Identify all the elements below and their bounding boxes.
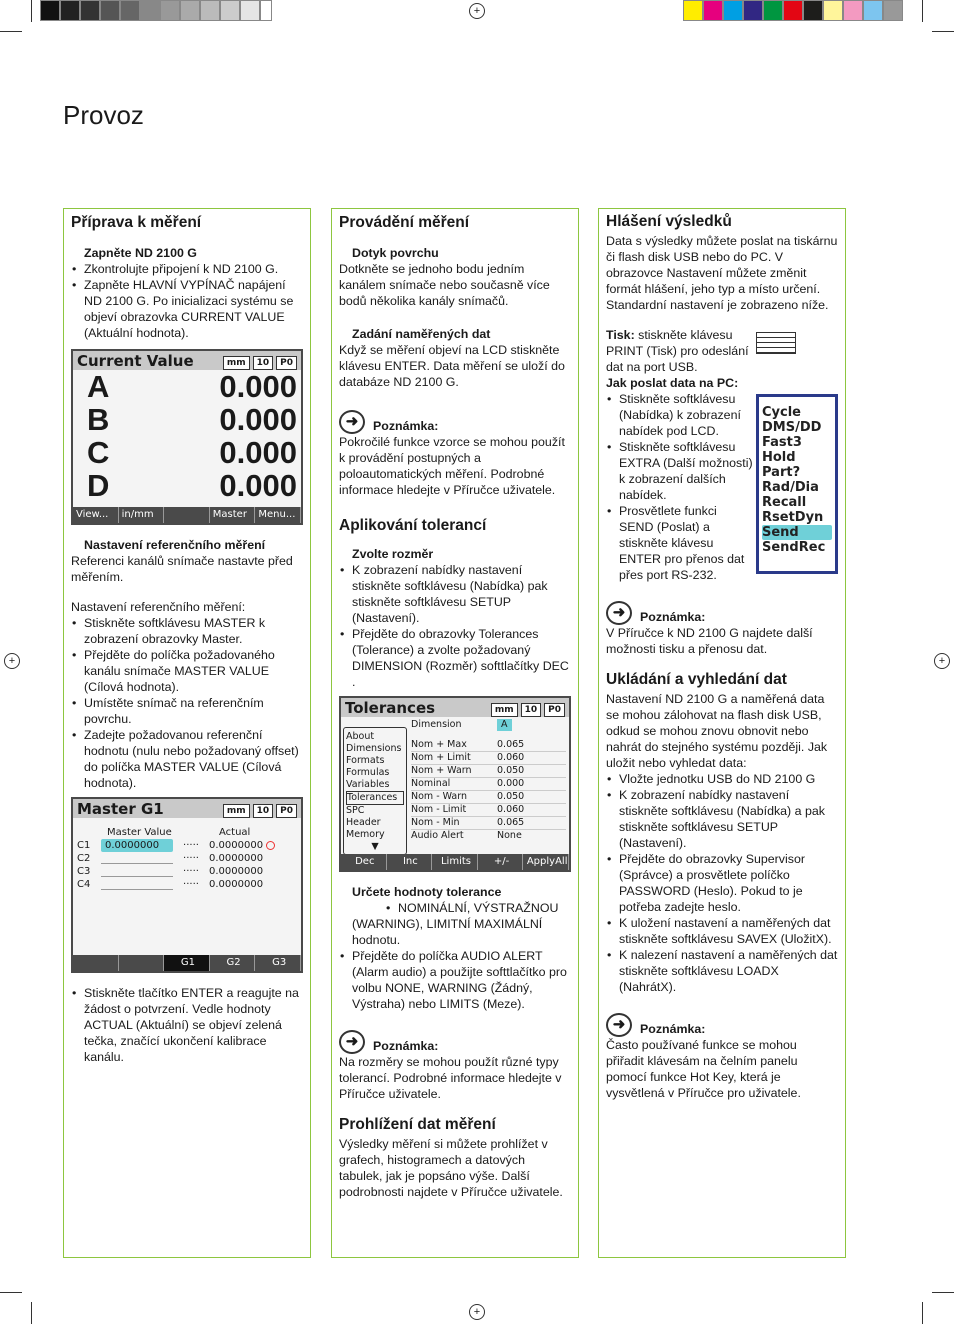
list-item: • Přejděte do políčka AUDIO ALERT (Alarm audio) a použijte softtlačítko pro volbu NONE, WARNING (Žádný, Výstraha) nebo LIMITS (Meze). [339,948,571,1012]
table-row: C3 ····· 0.0000000 [77,866,264,877]
paragraph: Na rozměry se mohou použít různé typy tolerancí. Podrobné informace hledejte v Příručce uživatele. [339,1055,562,1101]
paragraph: Často používané funkce se mohou přiřadit klávesám na čelním panelu pomocí funkce Hot Key, která je vysvětlená v Příručce pro uživatele. [606,1038,801,1100]
list-item: • Vložte jednotku USB do ND 2100 G [606,771,838,787]
paragraph: Tisk: stiskněte klávesu PRINT (Tisk) pro odeslání dat na port USB. [606,328,749,374]
note-label: Poznámka: [373,1039,439,1053]
menu-item-recall[interactable]: Recall [762,495,807,510]
crop-mark [932,31,954,32]
menu-item-header[interactable]: Header [346,817,381,828]
crop-mark [0,1292,22,1293]
softkey-bar [73,955,301,971]
bullet-list [71,985,303,1065]
softkey-dec[interactable]: Dec [341,854,387,870]
pc-label: Jak poslat data na PC: [606,376,739,390]
subheading: Zvolte rozměr [352,547,434,561]
crop-mark [0,31,22,32]
list-item: • Prosvětlete funkci SEND (Poslat) a stiskněte klávesu ENTER pro přenos dat přes port RS-232. [606,503,754,583]
paragraph: V Příručce k ND 2100 G najdete další možnosti tisku a přenosu dat. [606,626,813,656]
master-value-field[interactable] [101,854,173,864]
crop-mark [922,0,923,22]
page-title: Provoz [63,100,144,130]
tolerance-row: Nom + Warn 0.050 [411,765,566,778]
list-item: • Stiskněte softklávesu (Nabídka) k zobrazení nabídek pod LCD. [606,391,754,439]
softkey-blank[interactable] [73,955,119,971]
menu-item-variables[interactable]: Variables [346,779,390,790]
dimension-value[interactable]: A [497,719,512,731]
paragraph: Pokročilé funkce vzorce se mohou použít k provádění postupných a poloautomatických měření. Podrobné informace hledejte v Příručce uživatele. [339,435,565,497]
note [606,1013,838,1037]
tolerance-row: Nom + Limit 0.060 [411,752,566,765]
column-reporting [598,208,846,1258]
lcd-title: Tolerances [345,698,436,717]
list-item: • Zapněte HLAVNÍ VYPÍNAČ napájení ND 2100 G. Po inicializaci systému se objeví obrazovka CURRENT VALUE (Aktuální hodnota). [71,277,303,341]
menu-item-cycle[interactable]: Cycle [762,405,801,420]
axis-row: D 0.000 [87,468,297,503]
print-key-icon [756,332,796,354]
bullet-list [339,900,571,1012]
unit-badge: mm [491,703,518,717]
paragraph: Nastavení referenčního měření: [71,600,246,614]
softkey-limits[interactable]: Limits [432,854,478,870]
extra-menu [756,394,838,574]
lcd-tolerances [339,696,571,872]
unit-badge: mm [223,356,250,370]
section-heading: Ukládání a vyhledání dat [606,671,787,688]
list-item: • Přejděte do obrazovky Tolerances (Tolerance) a zvolte požadovaný DIMENSION (Rozměr) softtlačítky DEC . [339,626,571,690]
crop-mark [932,1292,954,1293]
master-value-field[interactable]: 0.0000000 [101,839,173,852]
registration-mark-icon: + [934,653,950,669]
note [606,601,838,625]
registration-mark-icon: + [469,3,485,19]
status-dot-icon [266,841,275,850]
paragraph: Data s výsledky můžete poslat na tiskárnu či flash disk USB nebo do PC. V obrazovce Nastavení můžete změnit formát hlášení, jeho typ a místo určení. Standardní nastavení je zobrazeno níže. [606,234,838,312]
section-heading: Příprava k měření [71,214,202,231]
softkey-g1[interactable]: G1 [164,955,210,971]
column-header: Actual [219,827,251,838]
note-label: Poznámka: [640,1022,706,1036]
dimension-label: Dimension [411,719,462,730]
crop-mark [31,0,32,22]
menu-item-formats[interactable]: Formats [346,755,385,766]
menu-item-sendrec[interactable]: SendRec [762,540,826,555]
menu-item-hold[interactable]: Hold [762,450,796,465]
tolerance-row: Nom - Min 0.065 [411,817,566,830]
softkey-menu[interactable]: Menu... [255,507,301,523]
axis-row: B 0.000 [87,402,297,437]
table-row: C1 0.0000000 ····· 0.0000000 [77,839,297,852]
paragraph: Když se měření objeví na LCD stiskněte klávesu ENTER. Data měření se uloží do databáze ND 2100 G. [339,343,565,389]
master-value-field[interactable] [101,867,173,877]
bullet-list [606,391,754,583]
lcd-title: Master G1 [77,799,164,818]
note-label: Poznámka: [640,610,706,624]
softkey-blank[interactable] [164,507,210,523]
paragraph: Dotkněte se jednoho bodu jedním kanálem snímače nebo současně více bodů několika kanály snímačů. [339,262,550,308]
lcd-current-value [71,349,303,525]
list-item: • K nalezení nastavení a naměřených dat stiskněte softklávesu LOADX (NahrátX). [606,947,838,995]
softkey-g2[interactable]: G2 [210,955,256,971]
print-label: Tisk: [606,328,635,342]
menu-item-send[interactable]: Send [762,525,832,540]
chevron-down-icon: ▼ [371,841,379,852]
unit-badge: 10 [253,804,274,818]
master-value-field[interactable] [101,880,173,890]
bullet-list [606,771,838,995]
subheading: Zapněte ND 2100 G [84,246,197,260]
paragraph: Nastavení ND 2100 G a naměřená data se mohou zálohovat na flash disk USB, odkud se mohou znovu obnovit nebo nahrát do stejného systému později. Jak uložit nebo vyhledat data: [606,692,828,770]
axis-row: C 0.000 [87,435,297,470]
note [339,1030,571,1054]
arrow-right-icon: ➜ [606,1013,632,1037]
subheading: Dotyk povrchu [352,246,439,260]
menu-item-about[interactable]: About [346,731,375,742]
section-heading: Hlášení výsledků [606,213,732,230]
tolerance-row: Audio Alert None [411,830,522,841]
tolerance-row: Nom + Max 0.065 [411,739,566,752]
menu-item-rsetdyn[interactable]: RsetDyn [762,510,824,525]
unit-badge: P0 [544,703,565,717]
unit-badge: 10 [521,703,542,717]
registration-mark-icon: + [4,653,20,669]
list-item: • Zadejte požadovanou referenční hodnotu (nulu nebo požadovaný offset) do políčka MASTER VALUE (Cílová hodnota). [71,727,303,791]
softkey-plus-minus[interactable]: +/- [478,854,524,870]
tolerance-row: Nom - Limit 0.060 [411,804,566,817]
setup-menu [343,727,407,855]
list-item: • Přejděte do obrazovky Supervisor (Správce) a prosvětlete políčko PASSWORD (Heslo). Pokud to je potřeba zadejte heslo. [606,851,838,915]
column-preparation [63,208,311,1258]
tolerance-row: Nom - Warn 0.050 [411,791,566,804]
axis-row: A 0.000 [87,369,297,404]
tolerance-row: Nominal 0.000 [411,778,566,791]
unit-badge: mm [223,804,250,818]
column-measurement [331,208,579,1258]
menu-item-dimensions[interactable]: Dimensions [346,743,402,754]
menu-item-part[interactable]: Part? [762,465,801,480]
menu-item-tolerances[interactable]: Tolerances [346,791,404,805]
softkey-inc[interactable]: Inc [387,854,433,870]
softkey-apply-all[interactable]: ApplyAll [523,854,569,870]
softkey-bar [73,507,301,523]
menu-item-spc[interactable]: SPC [346,805,365,816]
subheading: Určete hodnoty tolerance [352,885,502,899]
softkey-bar [341,854,569,870]
unit-badge: 10 [253,356,274,370]
subheading: Zadání naměřených dat [352,327,491,341]
crop-mark [31,1302,32,1324]
list-item: • Stiskněte tlačítko ENTER a reagujte na žádost o potvrzení. Vedle hodnoty ACTUAL (Aktuální) se objeví zelená tečka, značící ukončení kalibrace kanálu. [71,985,303,1065]
bullet-list [71,261,303,341]
column-header: Master Value [107,827,172,838]
menu-item-fast3[interactable]: Fast3 [762,435,802,450]
section-heading: Provádění měření [339,214,470,231]
lcd-title: Current Value [77,351,194,370]
softkey-blank[interactable] [119,955,165,971]
softkey-master[interactable]: Master [210,507,256,523]
softkey-g3[interactable]: G3 [255,955,301,971]
menu-item-dms-dd[interactable]: DMS/DD [762,420,822,435]
arrow-right-icon: ➜ [606,601,632,625]
paragraph: Výsledky měření si můžete prohlížet v grafech, histogramech a datových tabulek, jak je popsáno výše. Další podrobnosti najdete v Příručce uživatele. [339,1137,563,1199]
registration-mark-icon: + [469,1304,485,1320]
list-item: • K zobrazení nabídky nastavení stiskněte softklávesu (Nabídka) pak stiskněte softklávesu SETUP (Nastavení). [339,562,571,626]
arrow-right-icon: ➜ [339,1030,365,1054]
list-item: • Stiskněte softklávesu MASTER k zobrazení obrazovky Master. [71,615,303,647]
section-heading: Prohlížení dat měření [339,1116,496,1133]
lcd-master [71,797,303,973]
softkey-in-mm[interactable]: in/mm [119,507,165,523]
list-item: • K zobrazení nabídky nastavení stiskněte softklávesu (Nabídka) a pak stiskněte softklávesu SETUP (Nastavení). [606,787,838,851]
note [339,410,571,434]
unit-badge: P0 [276,804,297,818]
softkey-view[interactable]: View... [73,507,119,523]
section-heading: Aplikování tolerancí [339,517,487,534]
list-item: • Přejděte do políčka požadovaného kanálu snímače MASTER VALUE (Cílová hodnota). [71,647,303,695]
crop-mark [922,1302,923,1324]
menu-item-formulas[interactable]: Formulas [346,767,390,778]
subheading: Nastavení referenčního měření [84,538,266,552]
unit-badge: P0 [276,356,297,370]
list-item: • K uložení nastavení a naměřených dat stiskněte softklávesu SAVEX (UložitX). [606,915,838,947]
list-item: • NOMINÁLNÍ, VÝSTRAŽNOU (WARNING), LIMITNÍ MAXIMÁLNÍ hodnotu. [339,900,571,948]
note-label: Poznámka: [373,419,439,433]
table-row: C4 ····· 0.0000000 [77,879,264,890]
arrow-right-icon: ➜ [339,410,365,434]
bullet-list [339,562,571,690]
list-item: • Zkontrolujte připojení k ND 2100 G. [71,261,303,277]
menu-item-memory[interactable]: Memory [346,829,385,840]
bullet-list [71,615,303,791]
list-item: • Umístěte snímač na referenčním povrchu. [71,695,303,727]
menu-item-rad-dia[interactable]: Rad/Dia [762,480,819,495]
list-item: • Stiskněte softklávesu EXTRA (Další možnosti) k zobrazení dalších nabídek. [606,439,754,503]
paragraph: Referenci kanálů snímače nastavte před měřením. [71,554,293,584]
table-row: C2 ····· 0.0000000 [77,853,264,864]
